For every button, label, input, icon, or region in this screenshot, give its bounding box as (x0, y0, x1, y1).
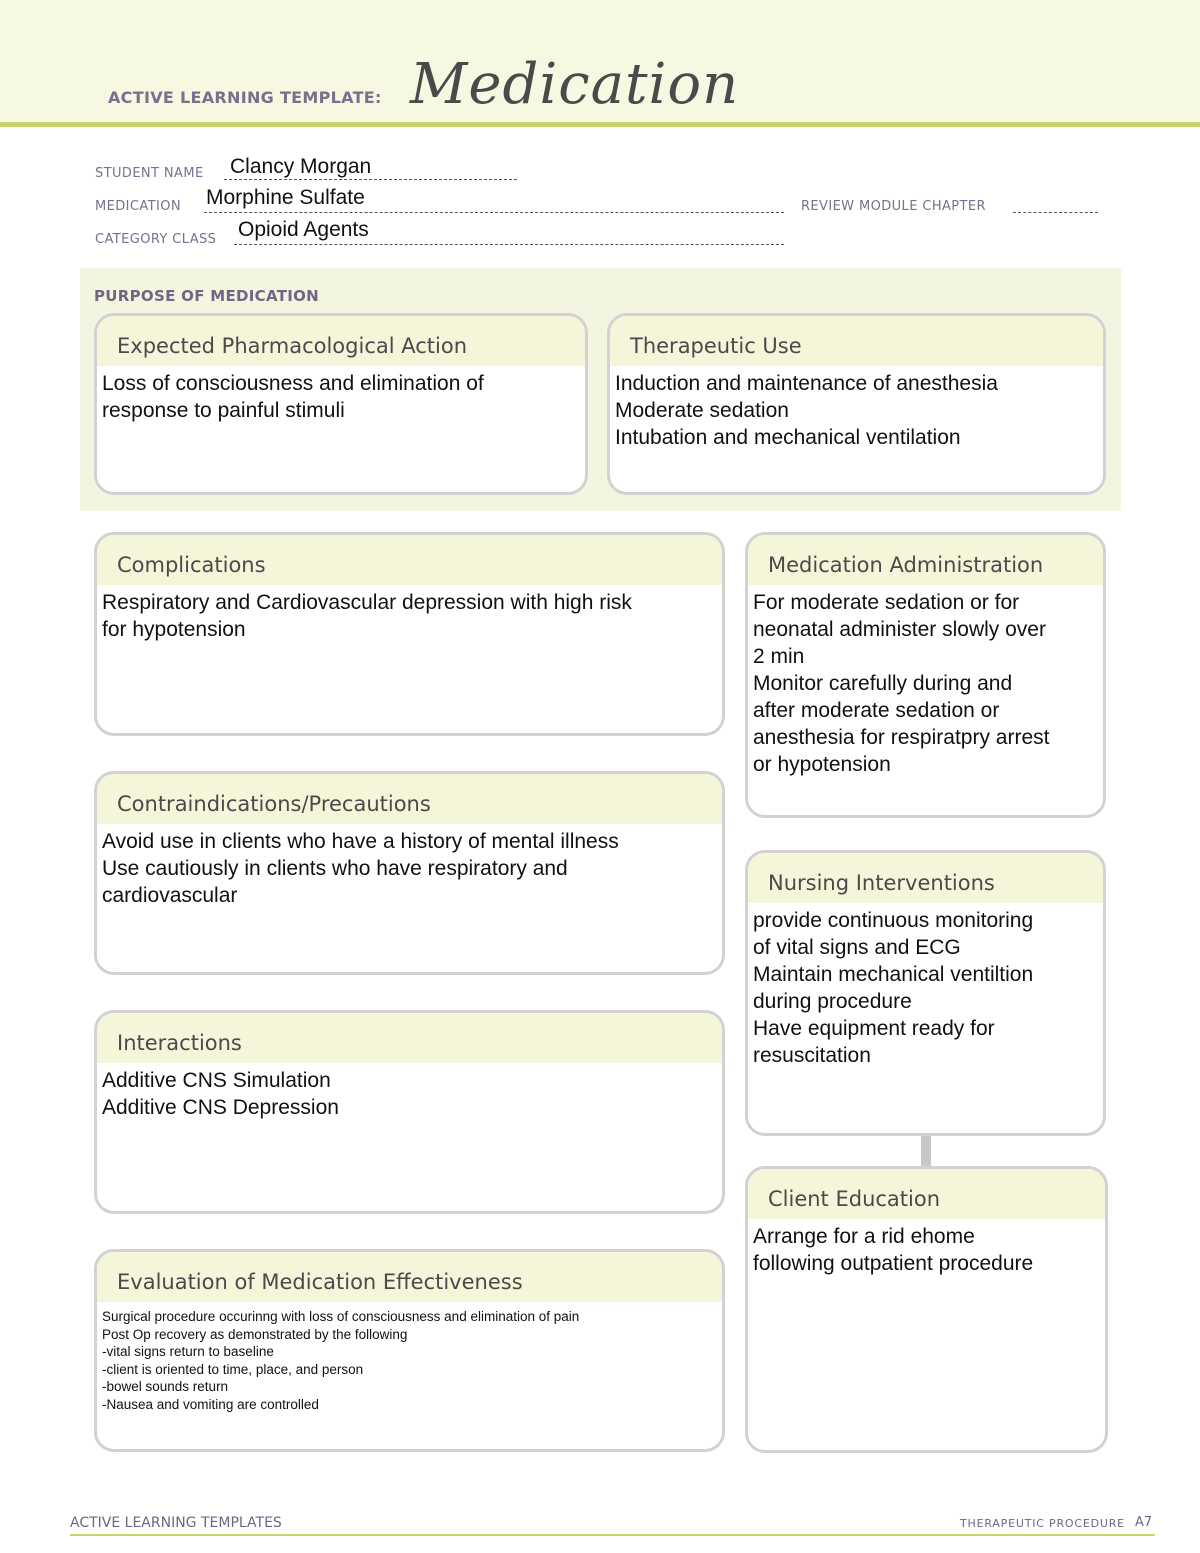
complications-card (94, 532, 725, 736)
expected-action-text[interactable]: Loss of consciousness and elimination of response to painful stimuli (102, 372, 484, 422)
connector-bar (921, 1136, 931, 1166)
nursing-interventions-title: Nursing Interventions (748, 853, 1103, 903)
footer-left: ACTIVE LEARNING TEMPLATES (70, 1515, 282, 1531)
medication-label: MEDICATION (95, 199, 181, 214)
review-module-field[interactable] (1013, 212, 1098, 213)
category-class-field[interactable]: Opioid Agents (238, 218, 369, 241)
review-module-label: REVIEW MODULE CHAPTER (801, 199, 986, 214)
footer-rule (70, 1534, 1155, 1536)
nursing-interventions-card (745, 850, 1106, 1136)
therapeutic-use-card (607, 313, 1106, 495)
contraindications-title: Contraindications/Precautions (97, 774, 722, 824)
student-name-line (224, 179, 517, 180)
evaluation-card (94, 1249, 725, 1452)
student-name-label: STUDENT NAME (95, 166, 204, 181)
purpose-title: PURPOSE OF MEDICATION (94, 287, 320, 305)
therapeutic-use-title: Therapeutic Use (610, 316, 1103, 366)
client-education-title: Client Education (748, 1169, 1105, 1219)
footer-right: THERAPEUTIC PROCEDURE (960, 1517, 1125, 1530)
interactions-title: Interactions (97, 1013, 722, 1063)
complications-title: Complications (97, 535, 722, 585)
header-rule (0, 122, 1200, 127)
medication-line (204, 212, 784, 213)
interactions-card (94, 1010, 725, 1214)
expected-action-card (94, 313, 588, 495)
evaluation-title: Evaluation of Medication Effectiveness (97, 1252, 722, 1302)
contraindications-card (94, 771, 725, 975)
medication-administration-text[interactable]: For moderate sedation or for neonatal administer slowly over 2 min Monitor carefully during and after moderate sedation or anesthesia for respiratpry arrest or hypotension (753, 591, 1050, 776)
expected-action-title: Expected Pharmacological Action (97, 316, 585, 366)
header-label: ACTIVE LEARNING TEMPLATE: (108, 88, 382, 107)
medication-administration-title: Medication Administration (748, 535, 1103, 585)
client-education-text[interactable]: Arrange for a rid ehome following outpatient procedure (753, 1225, 1034, 1275)
contraindications-text[interactable]: Avoid use in clients who have a history of mental illness Use cautiously in clients who have respiratory and cardiovascular (102, 830, 619, 907)
category-class-label: CATEGORY CLASS (95, 232, 217, 247)
therapeutic-use-text[interactable]: Induction and maintenance of anesthesia Moderate sedation Intubation and mechanical ventilation (615, 372, 998, 449)
medication-administration-card (745, 532, 1106, 818)
client-education-card (745, 1166, 1108, 1453)
medication-field[interactable]: Morphine Sulfate (206, 186, 365, 209)
complications-text[interactable]: Respiratory and Cardiovascular depression with high risk for hypotension (102, 591, 632, 641)
student-name-field[interactable]: Clancy Morgan (230, 155, 372, 178)
page-title: Medication (410, 52, 740, 117)
footer-page-number: A7 (1135, 1515, 1153, 1530)
evaluation-text[interactable]: Surgical procedure occurinng with loss of consciousness and elimination of pain Post Op recovery as demonstrated by the following -vital signs return to baseline -client is oriented to time, place, and person -bowel sounds return -Nausea and vomiting are controlled (102, 1309, 580, 1412)
nursing-interventions-text[interactable]: provide continuous monitoring of vital signs and ECG Maintain mechanical ventiltion during procedure Have equipment ready for resuscitation (753, 909, 1034, 1067)
category-class-line (234, 244, 784, 245)
interactions-text[interactable]: Additive CNS Simulation Additive CNS Depression (102, 1069, 339, 1119)
